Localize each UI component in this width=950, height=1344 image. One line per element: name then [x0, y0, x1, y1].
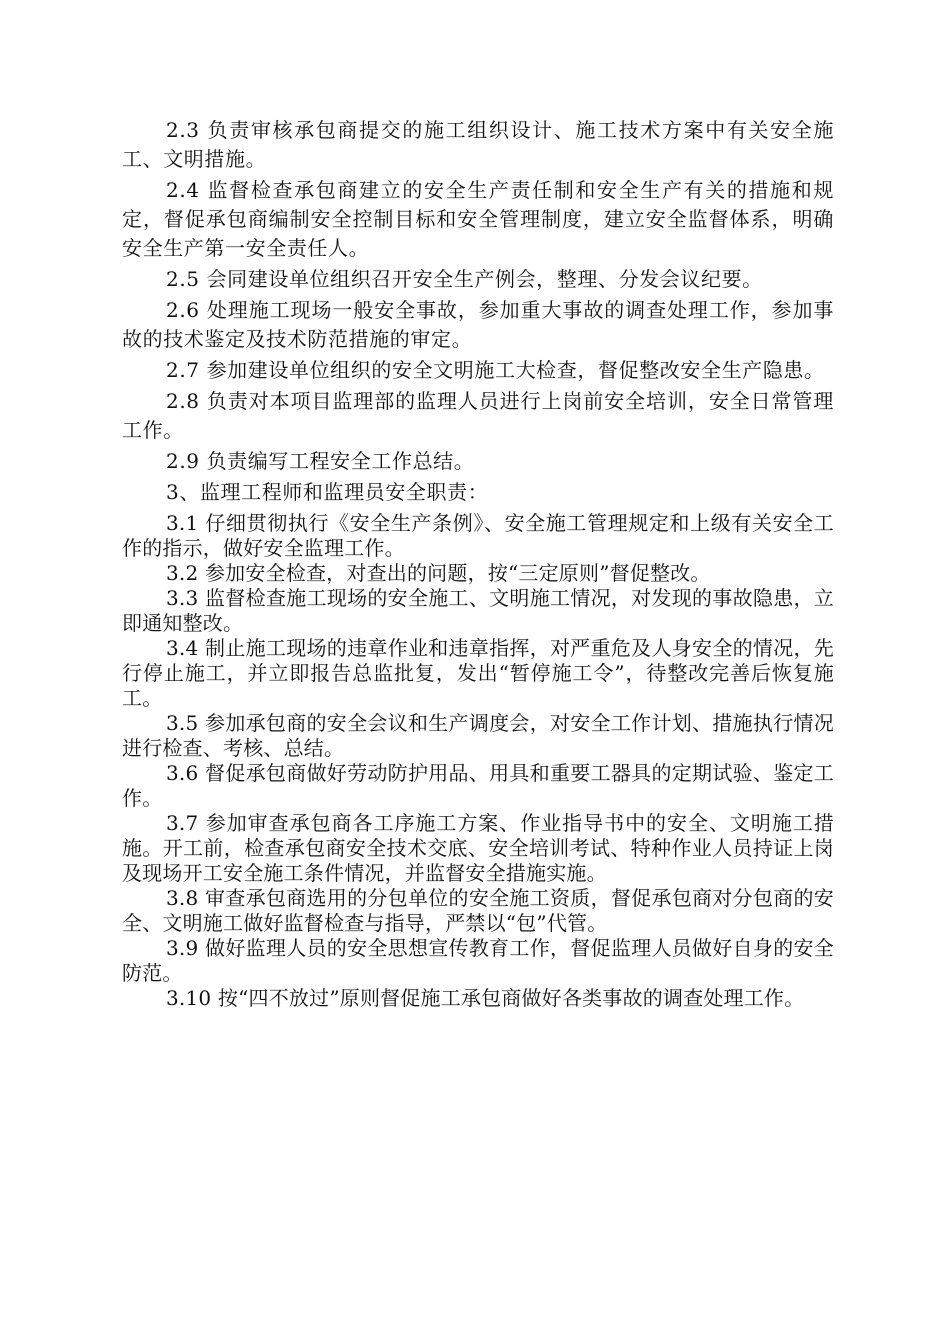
paragraph-3-7: 3.7 参加审查承包商各工序施工方案、作业指导书中的安全、文明施工措施。开工前，检查承包商安全技术交底、安全培训考试、特种作业人员持证上岗及现场开工安全施工条件情况，并监督安全措施实施。: [122, 811, 834, 885]
paragraph-2-4: 2.4 监督检查承包商建立的安全生产责任制和安全生产有关的措施和规定，督促承包商编制安全控制目标和安全管理制度，建立安全监督体系，明确安全生产第一安全责任人。: [122, 178, 834, 260]
paragraph-2-8: 2.8 负责对本项目监理部的监理人员进行上岗前安全培训，安全日常管理工作。: [122, 389, 834, 442]
document-body: [122, 116, 834, 1011]
paragraph-3-4: 3.4 制止施工现场的违章作业和违章指挥，对严重危及人身安全的情况，先行停止施工，并立即报告总监批复，发出“暂停施工令”，待整改完善后恢复施工。: [122, 636, 834, 710]
paragraph-2-9: 2.9 负责编写工程安全工作总结。: [166, 449, 475, 473]
paragraph-2-5: 2.5 会同建设单位组织召开安全生产例会，整理、分发会议纪要。: [166, 267, 763, 291]
paragraph-2-3: 2.3 负责审核承包商提交的施工组织设计、施工技术方案中有关安全施工、文明措施。: [122, 118, 834, 171]
paragraph-3-5: 3.5 参加承包商的安全会议和生产调度会，对安全工作计划、措施执行情况进行检查、考核、总结。: [122, 711, 834, 760]
paragraph-2-7: 2.7 参加建设单位组织的安全文明施工大检查，督促整改安全生产隐患。: [166, 358, 825, 382]
paragraph-3-6: 3.6 督促承包商做好劳动防护用品、用具和重要工器具的定期试验、鉴定工作。: [122, 761, 834, 810]
paragraph-2-6: 2.6 处理施工现场一般安全事故，参加重大事故的调查处理工作，参加事故的技术鉴定及技术防范措施的审定。: [122, 298, 834, 351]
paragraph-3-2: 3.2 参加安全检查，对查出的问题，按“三定原则”督促整改。: [166, 561, 711, 585]
paragraph-3-3: 3.3 监督检查施工现场的安全施工、文明施工情况，对发现的事故隐患，立即通知整改。: [122, 586, 834, 635]
paragraph-3-10: 3.10 按“四不放过”原则督促施工承包商做好各类事故的调查处理工作。: [166, 986, 805, 1010]
paragraph-3-9: 3.9 做好监理人员的安全思想宣传教育工作，督促监理人员做好自身的安全防范。: [122, 936, 834, 985]
section-3-heading: 3、监理工程师和监理员安全职责：: [166, 480, 489, 504]
paragraph-3-8: 3.8 审查承包商选用的分包单位的安全施工资质，督促承包商对分包商的安全、文明施工做好监督检查与指导，严禁以“包”代管。: [122, 886, 834, 935]
paragraph-3-1: 3.1 仔细贯彻执行《安全生产条例》、安全施工管理规定和上级有关安全工作的指示，做好安全监理工作。: [122, 511, 834, 560]
